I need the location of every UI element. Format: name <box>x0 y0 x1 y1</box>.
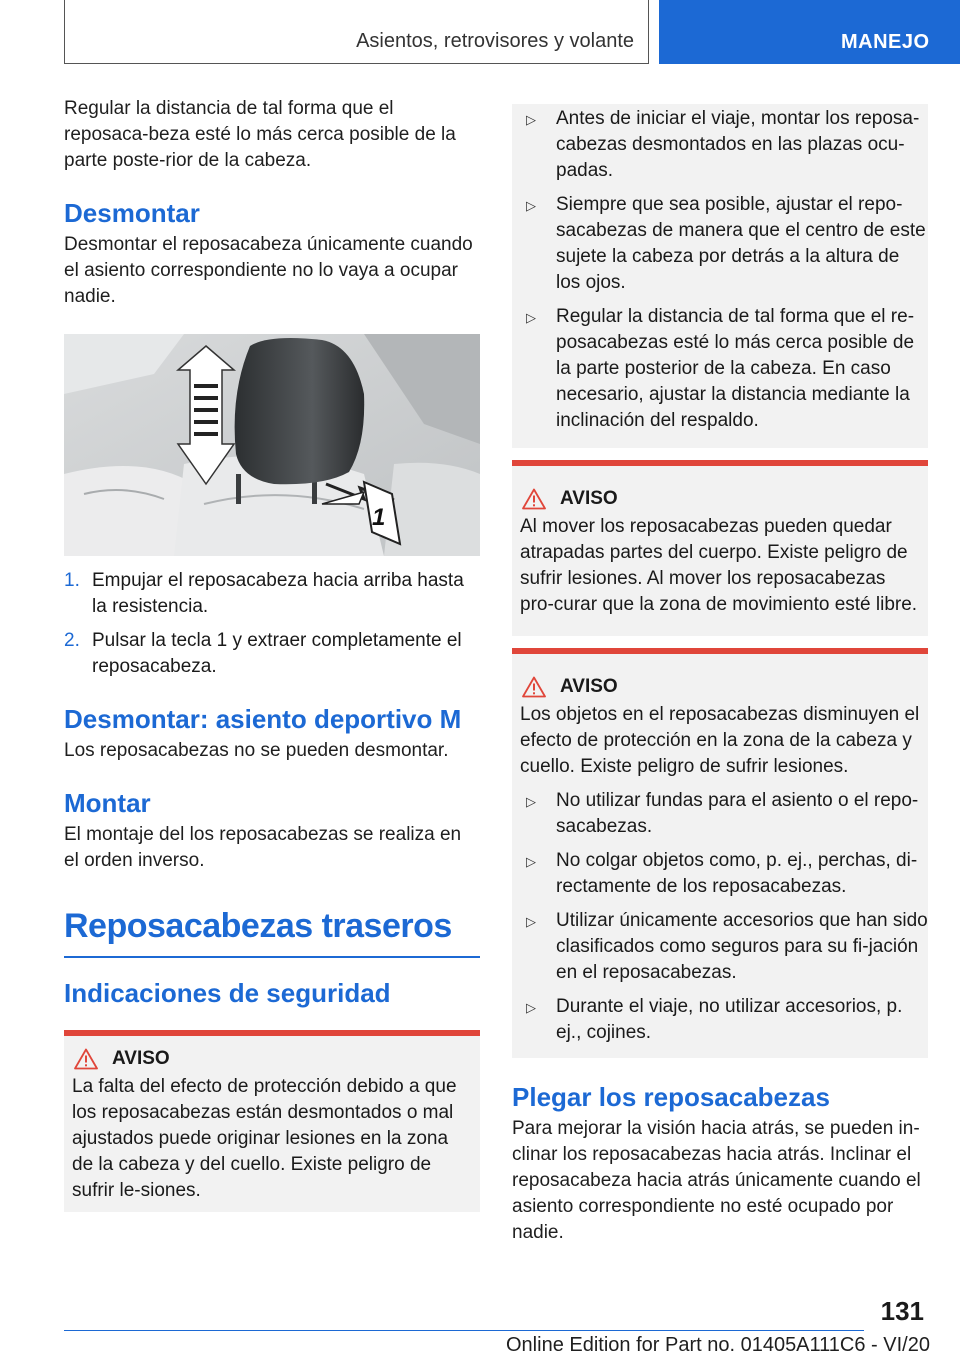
list-item <box>64 568 480 620</box>
list-item <box>512 106 928 184</box>
bullet-text: Antes de iniciar el viaje, montar los reposa-cabezas desmontados en las plazas ocu-padas. <box>556 108 920 181</box>
header-section-box <box>64 0 649 64</box>
footer-rule <box>64 1330 864 1331</box>
warning-box <box>64 1030 480 1212</box>
heading-desmontar-deportivo: Desmontar: asiento deportivo M <box>64 704 462 734</box>
warning-triangle-icon <box>522 488 546 510</box>
page-number: 131 <box>880 1296 924 1326</box>
bullet-text: No colgar objetos como, p. ej., perchas, di-rectamente de los reposacabezas. <box>556 850 918 897</box>
list-item <box>512 908 928 986</box>
triangle-bullet-icon: ▷ <box>526 1000 536 1015</box>
step-number: 1. <box>64 570 80 591</box>
section-rule <box>64 956 480 958</box>
remove-steps-list <box>64 568 480 680</box>
triangle-bullet-icon: ▷ <box>526 310 536 325</box>
header-chapter-label: MANEJO <box>841 31 930 53</box>
warning-header <box>64 1036 480 1070</box>
intro-paragraph: Regular la distancia de tal forma que el reposaca-beza esté lo más cerca posible de la parte poste-rior de la cabeza. <box>64 98 456 171</box>
bullet-text: Regular la distancia de tal forma que el re-posacabezas esté lo más cerca posible de la parte posterior de la cabeza. En caso necesario, ajustar la distancia mediante la inclinación del respaldo. <box>556 306 915 431</box>
heading-reposacabezas-traseros: Reposacabezas traseros <box>64 907 452 945</box>
step-text: Pulsar la tecla 1 y extraer completamente el reposacabeza. <box>92 630 462 677</box>
list-item <box>64 628 480 680</box>
bullet-text: Siempre que sea posible, ajustar el repo-sacabezas de manera que el centro de este sujete la cabeza por detrás a la altura de los ojos. <box>556 194 926 293</box>
triangle-bullet-icon: ▷ <box>526 794 536 809</box>
list-item <box>512 994 928 1046</box>
desmontar-paragraph: Desmontar el reposacabeza únicamente cuando el asiento correspondiente no lo vaya a ocupar nadie. <box>64 234 473 307</box>
step-number: 2. <box>64 630 80 651</box>
list-item <box>512 848 928 900</box>
warning-label: AVISO <box>560 488 618 509</box>
plegar-paragraph: Para mejorar la visión hacia atrás, se pueden in-clinar los reposacabezas hacia atrás. Inclinar el reposacabeza hacia atrás únicamente cuando el asiento correspondiente no esté ocupado por nadie. <box>512 1118 921 1243</box>
warning-triangle-icon <box>522 676 546 698</box>
heading-indicaciones-seguridad: Indicaciones de seguridad <box>64 977 391 1008</box>
step-text: Empujar el reposacabeza hacia arriba hasta la resistencia. <box>92 570 464 617</box>
warning-text: Al mover los reposacabezas pueden quedar atrapadas partes del cuerpo. Existe peligro de sufrir lesiones. Al mover los reposacabezas pro-curar que la zona de movimiento esté libre. <box>520 516 918 615</box>
montar-paragraph: El montaje del los reposacabezas se realiza en el orden inverso. <box>64 824 462 871</box>
warning-text: La falta del efecto de protección debido a que los reposacabezas están desmontados o mal ajustados puede originar lesiones en la zona de la cabeza y del cuello. Existe peligro de sufrir le-siones. <box>72 1075 457 1201</box>
warning-header <box>512 466 928 510</box>
bullet-text: Durante el viaje, no utilizar accesorios, p. ej., cojines. <box>556 996 903 1043</box>
triangle-bullet-icon: ▷ <box>526 914 536 929</box>
list-item <box>512 192 928 296</box>
footer-edition: Online Edition for Part no. 01405A111C6 - VI/20 <box>506 1334 930 1356</box>
left-column <box>64 96 480 1212</box>
bullet-text: No utilizar fundas para el asiento o el repo-sacabezas. <box>556 790 919 837</box>
heading-plegar-reposacabezas: Plegar los reposacabezas <box>512 1082 830 1112</box>
warning-triangle-icon <box>74 1048 98 1070</box>
triangle-bullet-icon: ▷ <box>526 854 536 869</box>
list-item <box>512 788 928 840</box>
right-column <box>512 104 928 1246</box>
header-chapter-tab[interactable] <box>659 0 960 64</box>
safety-bullets-box <box>512 104 928 448</box>
warning-box <box>512 648 928 1058</box>
headrest-illustration-image <box>64 334 480 556</box>
headrest-illustration <box>64 334 480 556</box>
illustration-callout-1: 1 <box>372 504 386 531</box>
list-item <box>512 304 928 434</box>
triangle-bullet-icon: ▷ <box>526 198 536 213</box>
deportivo-paragraph: Los reposacabezas no se pueden desmontar. <box>64 740 449 761</box>
warning-label: AVISO <box>112 1047 170 1069</box>
warning-bullet-list <box>512 788 928 1058</box>
warning-text: Los objetos en el reposacabezas disminuyen el efecto de protección en la zona de la cabeza y cuello. Existe peligro de sufrir lesiones. <box>520 704 920 777</box>
warning-box <box>512 460 928 636</box>
warning-header <box>512 654 928 698</box>
heading-desmontar: Desmontar <box>64 198 200 228</box>
heading-montar: Montar <box>64 788 151 818</box>
header-section-title: Asientos, retrovisores y volante <box>356 30 634 52</box>
bullet-text: Utilizar únicamente accesorios que han sido clasificados como seguros para su fi-jación en el reposacabezas. <box>556 910 928 983</box>
warning-label: AVISO <box>560 676 618 697</box>
safety-bullet-list <box>512 106 928 434</box>
triangle-bullet-icon: ▷ <box>526 112 536 127</box>
